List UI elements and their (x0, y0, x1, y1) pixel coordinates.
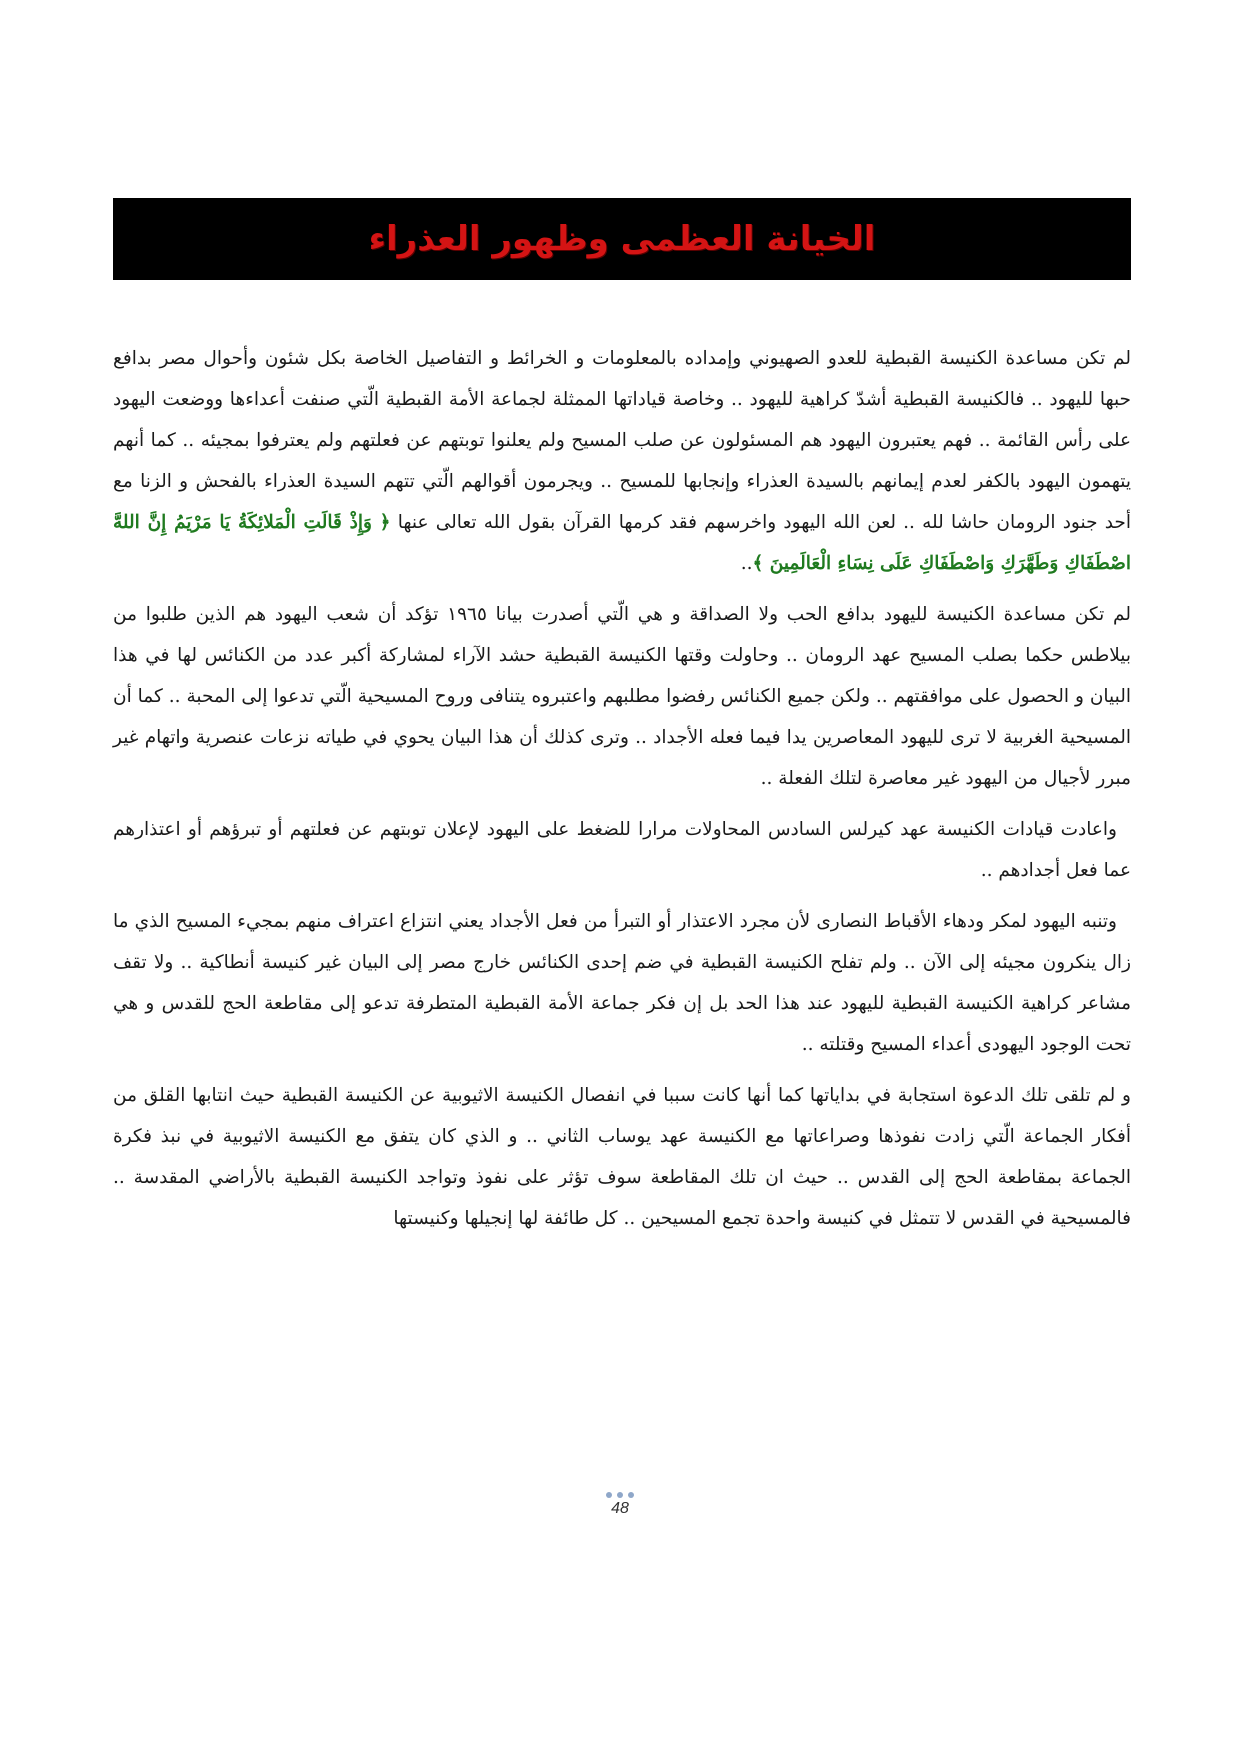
footer-dots-icon (0, 1492, 1240, 1498)
paragraph-2 (113, 594, 1131, 799)
page-title: الخيانة العظمى وظهور العذراء (368, 219, 876, 259)
paragraph-4 (113, 901, 1131, 1065)
page-number: 48 (611, 1500, 629, 1517)
paragraph-5-text: و لم تلقى تلك الدعوة استجابة في بداياتها كما أنها كانت سببا في انفصال الكنيسة الاثيوبية عن الكنيسة القبطية حيث انتابها القلق من أفكار الجماعة الّتي زادت نفوذها وصراعاتها مع الكنيسة عهد يوساب الثاني .. و الذي كان يتفق مع الكنيسة الاثيوبية في نبذ فكرة الجماعة بمقاطعة الحج إلى القدس .. حيث ان تلك المقاطعة سوف تؤثر على نفوذ وتواجد الكنيسة القبطية بالأراضي المقدسة .. فالمسيحية في القدس لا تتمثل في كنيسة واحدة تجمع المسيحين .. كل طائفة لها إنجيلها وكنيستها (113, 1085, 1131, 1229)
quran-quote: ﴿ وَإِذْ قَالَتِ الْمَلائِكَةُ يَا مَرْيَمُ إِنَّ اللهَّ اصْطَفَاكِ وَطَهَّرَكِ وَاصْطَفَاكِ عَلَى نِسَاءِ الْعَالَمِينَ ﴾ (113, 512, 1131, 574)
paragraph-5 (113, 1075, 1131, 1239)
paragraph-3-text: واعادت قيادات الكنيسة عهد كيرلس السادس المحاولات مرارا للضغط على اليهود لإعلان توبتهم عن فعلتهم أو تبرؤهم أو اعتذارهم عما فعل أجدادهم .. (113, 819, 1131, 881)
body-text (113, 338, 1131, 1249)
paragraph-2-text: لم تكن مساعدة الكنيسة لليهود بدافع الحب ولا الصداقة و هي الّتي أصدرت بيانا ١٩٦٥ تؤكد أن شعب اليهود هم الذين طلبوا من بيلاطس حكما بصلب المسيح عهد الرومان .. وحاولت وقتها الكنيسة القبطية حشد الآراء لمشاركة أكبر عدد من الكنائس لها في هذا البيان و الحصول على موافقتهم .. ولكن جميع الكنائس رفضوا مطلبهم واعتبروه يتنافى وروح المسيحية الّتي تدعوا إلى المحبة .. كما أن المسيحية الغربية لا ترى لليهود المعاصرين يدا فيما فعله الأجداد .. وترى كذلك أن هذا البيان يحوي في طياته نزعات عنصرية واتهام غير مبرر لأجيال من اليهود غير معاصرة لتلك الفعلة .. (113, 604, 1132, 789)
title-banner (113, 198, 1131, 280)
paragraph-1-end: .. (740, 553, 753, 574)
paragraph-1-text: لم تكن مساعدة الكنيسة القبطية للعدو الصهيوني وإمداده بالمعلومات و الخرائط و التفاصيل الخاصة بكل شئون وأحوال مصر بدافع حبها لليهود .. فالكنيسة القبطية أشدّ كراهية لليهود .. وخاصة قياداتها الممثلة لجماعة الأمة القبطية الّتي صنفت أعداءها ووضعت اليهود على رأس القائمة .. فهم يعتبرون اليهود هم المسئولون عن صلب المسيح ولم يعلنوا توبتهم عن فعلتهم ولم يعترفوا بمجيئه .. كما أنهم يتهمون اليهود بالكفر لعدم إيمانهم بالسيدة العذراء وإنجابها للمسيح .. ويجرمون أقوالهم الّتي تتهم السيدة العذراء بالفحش و الزنا مع أحد جنود الرومان حاشا لله .. لعن الله اليهود واخرسهم فقد كرمها القرآن بقول الله تعالى عنها (113, 348, 1131, 533)
paragraph-1 (113, 338, 1131, 584)
page-footer (0, 1492, 1240, 1518)
paragraph-4-text: وتنبه اليهود لمكر ودهاء الأقباط النصارى لأن مجرد الاعتذار أو التبرأ من فعل الأجداد يعني انتزاع اعتراف منهم بمجيء المسيح الذي ما زال ينكرون مجيئه إلى الآن .. ولم تفلح الكنيسة القبطية في ضم إحدى الكنائس خارج مصر إلى البيان غير كنيسة أنطاكية .. ولا تقف مشاعر كراهية الكنيسة القبطية لليهود عند هذا الحد بل إن فكر جماعة الأمة القبطية المتطرفة تدعو إلى مقاطعة الحج للقدس و هي تحت الوجود اليهودى أعداء المسيح وقتلته .. (113, 911, 1131, 1055)
paragraph-3 (113, 809, 1131, 891)
